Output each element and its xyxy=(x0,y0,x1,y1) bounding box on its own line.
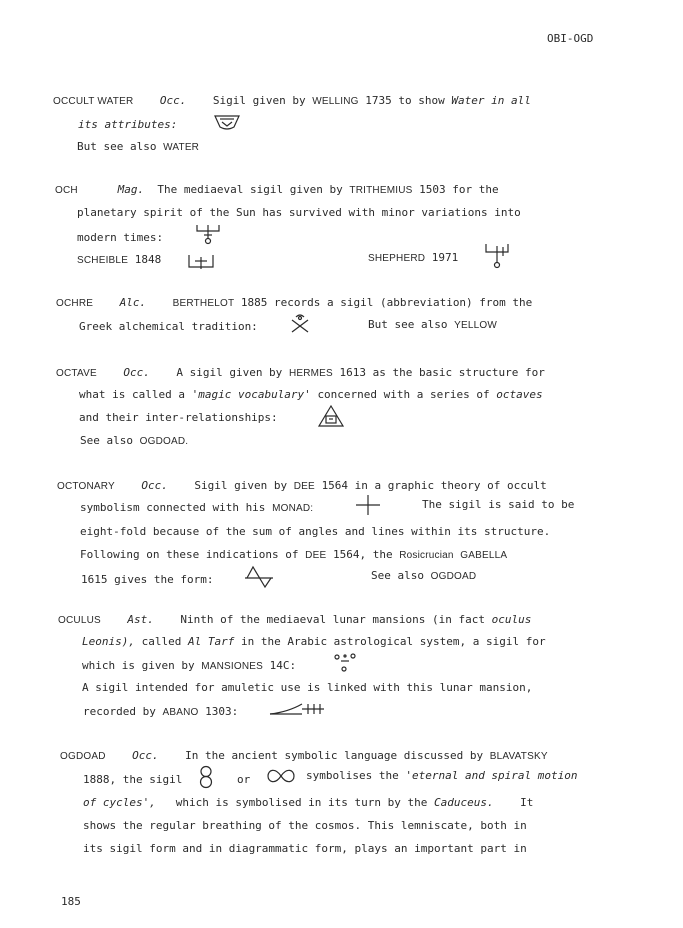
shepherd-sigil-icon xyxy=(484,242,510,270)
entry-text: planetary spirit of the Sun has survived with minor variations into xyxy=(77,206,521,219)
entry-domain: Alc. xyxy=(119,296,147,309)
oculus-sigil-icon xyxy=(333,652,357,674)
entry-text: in the Arabic astrological system, a sigil for xyxy=(240,635,546,648)
entry-domain: Occ. xyxy=(141,479,168,492)
entry-text: 1564, the xyxy=(332,548,393,561)
ochre-sigil-icon xyxy=(290,312,310,334)
quoted-text: Leonis), xyxy=(82,635,135,648)
entry-text: Rosicrucian xyxy=(399,550,454,561)
entry-text: symbolism connected with his xyxy=(80,501,266,514)
scheible-sigil-icon xyxy=(187,251,215,271)
abano-sigil-icon xyxy=(268,698,326,720)
author-ref: DEE xyxy=(293,481,315,492)
author-ref: GABELLA xyxy=(460,550,508,561)
entry-head: OCULUS xyxy=(58,615,101,626)
quoted-text: octaves xyxy=(496,388,543,401)
quoted-text: 'eternal and spiral motion xyxy=(405,769,578,782)
quoted-text: 'magic vocabulary' xyxy=(191,388,311,401)
entry-text: The sigil is said to be xyxy=(422,498,575,511)
entry-domain: Mag. xyxy=(117,183,145,196)
entry-text: Greek alchemical tradition: xyxy=(79,320,258,333)
entry-domain: Occ. xyxy=(123,366,150,379)
entry-text: 1848 xyxy=(134,253,162,266)
entry-text: A sigil intended for amuletic use is linked with this lunar mansion, xyxy=(82,681,533,694)
entry-text: shows the regular breathing of the cosmos. This lemniscate, both in xyxy=(83,819,527,832)
entry-head: OCTAVE xyxy=(56,368,97,379)
entry-text: 1303: xyxy=(205,705,239,718)
monad-sigil-icon xyxy=(355,494,381,516)
author-ref: HERMES xyxy=(288,368,333,379)
entry-text: Following on these indications of xyxy=(80,548,299,561)
author-ref: TRITHEMIUS xyxy=(349,185,413,196)
entry-text: concerned with a series of xyxy=(317,388,490,401)
entry-head: OCHRE xyxy=(56,298,94,309)
see-also-link[interactable]: YELLOW xyxy=(454,320,497,331)
entry-text: A sigil given by xyxy=(176,366,283,379)
see-also-label: See also xyxy=(80,434,133,447)
see-also-label: But see also xyxy=(77,140,157,153)
quoted-text: Caduceus. xyxy=(434,796,494,809)
octave-sigil-icon xyxy=(317,404,345,428)
entry-text: 1971 xyxy=(431,251,459,264)
author-ref: SHEPHERD xyxy=(368,253,426,264)
entry-text: In the ancient symbolic language discussed by xyxy=(185,749,484,762)
see-also-link[interactable]: WATER xyxy=(163,142,200,153)
quoted-text: Al Tarf xyxy=(187,635,235,648)
see-also-label: But see also xyxy=(368,318,448,331)
entry-text: It xyxy=(520,796,534,809)
och-sigil-icon xyxy=(195,223,221,245)
figure-eight-sigil-icon xyxy=(199,765,213,789)
quoted-text: of cycles', xyxy=(83,796,156,809)
entry-domain: Ast. xyxy=(127,613,154,626)
quoted-text: Water in all xyxy=(451,94,531,107)
water-sigil-icon xyxy=(214,114,240,132)
see-also-link[interactable]: OGDOAD xyxy=(430,571,477,582)
author-ref: ABANO xyxy=(162,707,199,718)
author-ref: WELLING xyxy=(312,96,359,107)
author-ref: MONAD: xyxy=(272,503,314,514)
entry-text: which is given by xyxy=(82,659,195,672)
entry-text: 14C: xyxy=(269,659,297,672)
author-ref: MANSIONES xyxy=(201,661,264,672)
entry-text: 1888, the sigil xyxy=(83,773,183,786)
page-number: 185 xyxy=(61,895,81,908)
entry-head: OGDOAD xyxy=(60,751,106,762)
entry-text: or xyxy=(237,773,251,786)
author-ref: BERTHELOT xyxy=(172,298,235,309)
entry-text: called xyxy=(141,635,182,648)
entry-text: 1735 to show xyxy=(365,94,445,107)
entry-text: Sigil given by xyxy=(194,479,288,492)
author-ref: SCHEIBLE xyxy=(77,255,129,266)
entry-text: The mediaeval sigil given by xyxy=(157,183,343,196)
entry-text: 1615 gives the form: xyxy=(81,573,214,586)
see-also-link[interactable]: OGDOAD. xyxy=(139,436,189,447)
lemniscate-sigil-icon xyxy=(267,768,295,784)
entry-text: 1613 as the basic structure for xyxy=(339,366,545,379)
quoted-text: its attributes: xyxy=(78,118,178,131)
page-header-range: OBI-OGD xyxy=(547,32,594,45)
entry-text: Ninth of the mediaeval lunar mansions (in fact xyxy=(180,613,486,626)
entry-domain: Occ. xyxy=(132,749,159,762)
entry-text: and their inter-relationships: xyxy=(79,411,278,424)
author-ref: BLAVATSKY xyxy=(489,751,548,762)
entry-text: 1503 for the xyxy=(419,183,499,196)
entry-domain: Occ. xyxy=(159,94,187,107)
entry-head: OCH xyxy=(55,185,78,196)
gabella-sigil-icon xyxy=(243,564,275,590)
entry-text: eight-fold because of the sum of angles and lines within its structure. xyxy=(80,525,551,538)
entry-head: OCCULT WATER xyxy=(53,96,134,107)
entry-text: what is called a xyxy=(79,388,185,401)
entry-text: its sigil form and in diagrammatic form, plays an important part in xyxy=(83,842,527,855)
entry-text: modern times: xyxy=(77,231,164,244)
quoted-text: oculus xyxy=(491,613,532,626)
entry-text: 1885 records a sigil (abbreviation) from the xyxy=(240,296,533,309)
entry-text: 1564 in a graphic theory of occult xyxy=(321,479,547,492)
entry-text: Sigil given by xyxy=(212,94,306,107)
entry-head: OCTONARY xyxy=(57,481,115,492)
entry-text: symbolises the xyxy=(306,769,399,782)
entry-text: recorded by xyxy=(83,705,156,718)
author-ref: DEE xyxy=(305,550,327,561)
see-also-label: See also xyxy=(371,569,424,582)
entry-text: which is symbolised in its turn by the xyxy=(175,796,428,809)
